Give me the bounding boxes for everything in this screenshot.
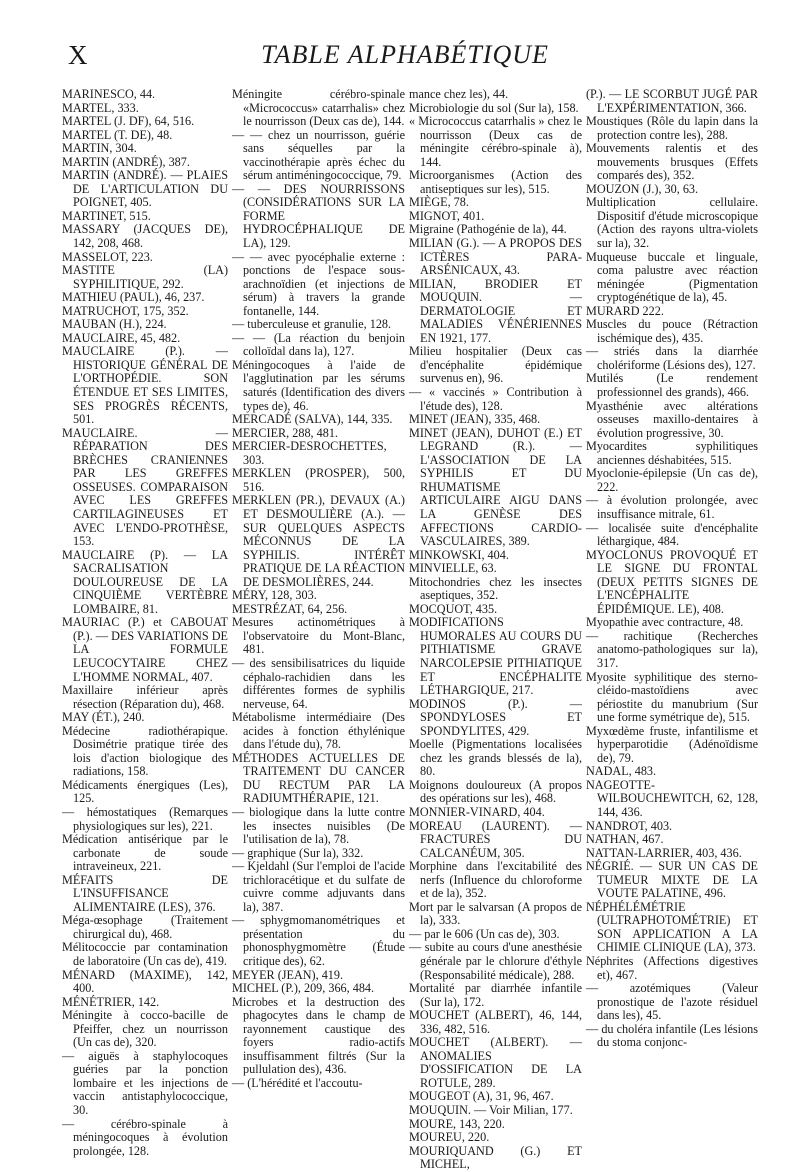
index-entry: MINET (JEAN), DUHOT (E.) ET LEGRAND (R.). — L'ASSOCIATION DE LA SYPHILIS ET DU RHUMATISME ARTICULAIRE AIGU DANS LA GENÈSE DES AFFECTIONS CARDIO-VASCULAIRES, 389. xyxy=(409,425,582,549)
index-entry: MICHEL (P.), 209, 366, 484. xyxy=(232,981,375,996)
running-title: TABLE ALPHABÉTIQUE xyxy=(261,40,549,69)
page-header xyxy=(60,40,750,80)
index-entry: Méningite à cocco-bacille de Pfeiffer, chez un nourrisson (Un cas de), 320. xyxy=(62,1008,228,1050)
index-entry: MOUREU, 220. xyxy=(409,1130,490,1145)
index-entry: Milieu hospitalier (Deux cas d'encéphalite épidémique survenus en), 96. xyxy=(409,344,582,386)
index-entry: Méga-œsophage (Traitement chirurgical du), 468. xyxy=(62,913,228,941)
index-entry: — biologique dans la lutte contre les insectes nuisibles (De l'utilisation de la), 78. xyxy=(232,804,405,847)
index-entry: MINVIELLE, 63. xyxy=(409,561,497,576)
index-entry: MEYER (JEAN), 419. xyxy=(232,967,344,982)
index-entry: MOUCHET (ALBERT), 46, 144, 336, 482, 516. xyxy=(409,1008,582,1036)
index-entry: Microorganismes (Action des antiseptiques sur les), 515. xyxy=(409,168,582,196)
index-entry: Mort par le salvarsan (A propos de la), 333. xyxy=(409,899,582,928)
index-entry: — aiguës à staphylocoques guéries par la ponction lombaire et les injections de vaccin antistaphylococcique, 30. xyxy=(62,1048,228,1118)
index-entry: MÉTHODES ACTUELLES DE TRAITEMENT DU CANCER DU RECTUM PAR LA RADIUMTHÉRAPIE, 121. xyxy=(232,750,405,806)
index-entry: MARTIN (ANDRÉ). — PLAIES DE L'ARTICULATION DU POIGNET, 405. xyxy=(62,168,228,210)
index-entry: Médication antisérique par le carbonate de soude intraveineux, 221. xyxy=(62,832,228,874)
index-entry: Multiplication cellulaire. Dispositif d'étude microscopique (Action des rayons ultra-violets sur la), 32. xyxy=(586,195,758,251)
index-entry: MARINESCO, 44. xyxy=(62,87,156,101)
index-entry: MARTEL (J. DF), 64, 516. xyxy=(62,114,195,129)
index-entry: NADAL, 483. xyxy=(586,764,657,779)
index-entry: — — DES NOURRISSONS (CONSIDÉRATIONS SUR LA FORME HYDROCÉPHALIQUE DE LA), 129. xyxy=(232,181,405,251)
index-entry: — cérébro-spinale à méningocoques à évolution prolongée, 128. xyxy=(62,1116,228,1158)
index-entry: MIGNOT, 401. xyxy=(409,208,485,223)
index-entry: MERCIER, 288, 481. xyxy=(232,425,338,440)
index-entry: — du choléra infantile (Les lésions du stoma conjonc- xyxy=(586,1021,758,1050)
index-entry: — — avec pyocéphalie externe : ponctions de l'espace sous-arachnoïdien (et injections de sérum) à travers la grande fontanelle, 144. xyxy=(232,249,405,318)
index-entry: « Micrococcus catarrhalis » chez le nourrisson (Deux cas de méningite cérébro-spinale à), 144. xyxy=(409,114,582,169)
index-entry: MÉFAITS DE L'INSUFFISANCE ALIMENTAIRE (LES), 376. xyxy=(62,872,228,914)
index-entry: MOURIQUAND (G.) ET MICHEL, xyxy=(409,1143,582,1172)
index-entry: Morphine dans l'excitabilité des nerfs (Influence du chloroforme et de la), 352. xyxy=(409,859,582,901)
index-columns xyxy=(62,87,758,1172)
index-entry: — des sensibilisatrices du liquide céphalo-rachidien dans les différentes formes de syphilis nerveuse, 64. xyxy=(232,655,405,711)
index-column-1 xyxy=(62,88,228,1172)
index-entry: Médecine radiothérapique. Dosimétrie pratique tirée des lois d'action biologique des radiations, 158. xyxy=(62,723,228,779)
index-entry: MÉRY, 128, 303. xyxy=(232,588,317,603)
index-entry: MINKOWSKI, 404. xyxy=(409,547,509,562)
index-entry: — azotémiques (Valeur pronostique de l'azote résiduel dans les), 45. xyxy=(586,981,758,1023)
index-entry: MARTINET, 515. xyxy=(62,208,151,223)
index-entry: NÉGRIÉ. — SUR UN CAS DE TUMEUR MIXTE DE LA VOUTE PALATINE, 496. xyxy=(586,859,758,901)
index-entry: Myoclonie-épilepsie (Un cas de), 222. xyxy=(586,466,758,494)
index-entry: NATTAN-LARRIER, 403, 436. xyxy=(586,845,742,860)
index-entry: — sphygmomanométriques et présentation du phonosphygmomètre (Étude critique des), 62. xyxy=(232,913,405,968)
index-entry: — à évolution prolongée, avec insuffisance mitrale, 61. xyxy=(586,493,758,521)
index-entry: MODIFICATIONS HUMORALES AU COURS DU PITHIATISME GRAVE NARCOLEPSIE PITHIATIQUE ET ENCÉPHALITE LÉTHARGIQUE, 217. xyxy=(409,615,582,698)
index-entry: MÉNÉTRIER, 142. xyxy=(62,994,160,1009)
index-column-3 xyxy=(409,88,582,1172)
index-entry: Méningite cérébro-spinale «Micrococcus» catarrhalis» chez le nourrisson (Deux cas de), 144. xyxy=(232,87,405,129)
index-entry: Migraine (Pathogénie de la), 44. xyxy=(409,222,567,237)
index-entry: MASSARY (JACQUES DE), 142, 208, 468. xyxy=(62,222,228,251)
index-entry: NATHAN, 467. xyxy=(586,832,664,847)
index-entry: MOREAU (LAURENT). — FRACTURES DU CALCANÉUM, 305. xyxy=(409,818,582,860)
index-entry: Moelle (Pigmentations localisées chez les grands blessés de la), 80. xyxy=(409,737,582,779)
index-entry: MAUCLAIRE. — RÉPARATION DES BRÈCHES CRANIENNES PAR LES GREFFES OSSEUSES. COMPARAISON AVEC LES GREFFES CARTILAGINEUSES ET AVEC L'ENDO-PROTHÈSE, 153. xyxy=(62,425,228,549)
index-entry: MOUZON (J.), 30, 63. xyxy=(586,181,699,196)
index-entry: MOURE, 143, 220. xyxy=(409,1116,505,1131)
index-entry: Myosite syphilitique des sterno-cléido-mastoïdiens avec périostite du manubrium (Sur une forme symétrique de), 515. xyxy=(586,669,758,725)
index-entry: Mitochondries chez les insectes aseptiques, 352. xyxy=(409,574,582,603)
index-entry: MYOCLONUS PROVOQUÉ ET LE SIGNE DU FRONTAL (DEUX PETITS SIGNES DE L'ENCÉPHALITE ÉPIDÉMIQUE. LE), 408. xyxy=(586,547,758,616)
index-entry: Mesures actinométriques à l'observatoire du Mont-Blanc, 481. xyxy=(232,615,405,657)
index-entry: — Kjeldahl (Sur l'emploi de l'acide trichloracétique et du sulfate de cuivre comme adjuvants dans la), 387. xyxy=(232,859,405,914)
index-entry: MERCIER-DESROCHETTES, 303. xyxy=(232,439,387,467)
index-entry: MARTIN (ANDRÉ), 387. xyxy=(62,154,190,169)
index-entry: MOUGEOT (A), 31, 96, 467. xyxy=(409,1089,554,1104)
index-column-4 xyxy=(586,88,758,1172)
index-entry: — subite au cours d'une anesthésie générale par le chlorure d'éthyle (Responsabilité médicale), 288. xyxy=(409,940,582,982)
index-entry: — striés dans la diarrhée cholériforme (Lésions des), 127. xyxy=(586,344,758,372)
index-entry: MÉNARD (MAXIME), 142, 400. xyxy=(62,967,228,996)
index-entry: — « vaccinés » Contribution à l'étude des), 128. xyxy=(409,385,582,413)
index-entry: MAUCLAIRE (P.). — HISTORIQUE GÉNÉRAL DE L'ORTHOPÉDIE. SON ÉTENDUE ET SES LIMITES, SES PROGRÈS RÉCENTS, 501. xyxy=(62,344,228,427)
index-entry: MOUCHET (ALBERT). — ANOMALIES D'OSSIFICATION DE LA ROTULE, 289. xyxy=(409,1035,582,1090)
index-entry: NÉPHÉLÉMÉTRIE (ULTRAPHOTOMÉTRIE) ET SON APPLICATION A LA CHIMIE CLINIQUE (LA), 373. xyxy=(586,899,758,955)
index-entry: Métabolisme intermédiaire (Des acides à fonction éthylénique dans l'étude du), 78. xyxy=(232,710,405,752)
index-entry: Microbes et la destruction des phagocytes dans le champ de rayonnement caustique des foyers radio-actifs insuffisamment filtrés (Sur la pullulation des), 436. xyxy=(232,994,405,1077)
index-entry: MASSELOT, 223. xyxy=(62,249,153,264)
index-entry: Moustiques (Rôle du lapin dans la protection contre les), 288. xyxy=(586,114,758,142)
index-entry: Myocardites syphilitiques anciennes déshabitées, 515. xyxy=(586,439,758,467)
index-entry: MAURIAC (P.) et CABOUAT (P.). — DES VARIATIONS DE LA FORMULE LEUCOCYTAIRE CHEZ L'HOMME NORMAL, 407. xyxy=(62,615,228,684)
index-entry: MERCADÉ (SALVA), 144, 335. xyxy=(232,412,393,427)
index-entry: Mélitococcie par contamination de laboratoire (Un cas de), 419. xyxy=(62,940,228,968)
index-entry: MONNIER-VINARD, 404. xyxy=(409,804,545,819)
index-entry: Myasthénie avec altérations osseuses maxillo-dentaires à évolution progressive, 30. xyxy=(586,398,758,440)
index-entry: MARTEL (T. DE), 48. xyxy=(62,127,173,142)
index-entry: Mutilés (Le rendement professionnel des grands), 466. xyxy=(586,371,758,400)
index-entry: MERKLEN (PR.), DEVAUX (A.) ET DESMOULIÈRE (A.). — SUR QUELQUES ASPECTS MÉCONNUS DE LA SYPHILIS. INTÉRÊT PRATIQUE DE LA RÉACTION DE DESMOLIÈRES, 244. xyxy=(232,493,405,589)
index-entry: Mortalité par diarrhée infantile (Sur la), 172. xyxy=(409,981,582,1009)
index-column-2 xyxy=(232,88,405,1172)
index-entry: (P.). — LE SCORBUT JUGÉ PAR L'EXPÉRIMENTATION, 366. xyxy=(586,87,758,115)
index-entry: MIÈGE, 78. xyxy=(409,195,469,210)
index-entry: — tuberculeuse et granulie, 128. xyxy=(232,317,392,332)
index-entry: MATRUCHOT, 175, 352. xyxy=(62,303,189,318)
index-entry: MOCQUOT, 435. xyxy=(409,601,498,616)
index-entry: Muscles du pouce (Rétraction ischémique des), 435. xyxy=(586,317,758,345)
index-entry: MILIAN (G.). — A PROPOS DES ICTÈRES PARA-ARSÉNICAUX, 43. xyxy=(409,236,582,278)
index-entry: — (L'hérédité et l'accoutu- xyxy=(232,1075,363,1090)
index-entry: NAGEOTTE-WILBOUCHEWITCH, 62, 128, 144, 436. xyxy=(586,777,758,819)
index-entry: MESTRÉZAT, 64, 256. xyxy=(232,601,348,616)
index-entry: — — chez un nourrisson, guérie sans séquelles par la vaccinothérapie après échec du sérum antiméningococcique, 79. xyxy=(232,127,405,183)
index-entry: — par le 606 (Un cas de), 303. xyxy=(409,926,560,941)
index-entry: — — (La réaction du benjoin colloïdal dans la), 127. xyxy=(232,330,405,359)
index-entry: — localisée suite d'encéphalite léthargique, 484. xyxy=(586,520,758,549)
index-entry: Muqueuse buccale et linguale, coma palustre avec réaction méningée (Pigmentation cryptogénétique de la), 45. xyxy=(586,249,758,305)
index-entry: — hémostatiques (Remarques physiologiques sur les), 221. xyxy=(62,804,228,833)
index-entry: MAUCLAIRE (P). — LA SACRALISATION DOULOUREUSE DE LA CINQUIÈME VERTÈBRE LOMBAIRE, 81. xyxy=(62,547,228,616)
index-entry: MERKLEN (PROSPER), 500, 516. xyxy=(232,466,405,494)
index-entry: MAUBAN (H.), 224. xyxy=(62,317,167,332)
index-entry: Microbiologie du sol (Sur la), 158. xyxy=(409,100,579,115)
index-entry: MILIAN, BRODIER ET MOUQUIN. — DERMATOLOGIE ET MALADIES VÉNÉRIENNES EN 1921, 177. xyxy=(409,276,582,345)
index-entry: MOUQUIN. — Voir Milian, 177. xyxy=(409,1103,573,1118)
index-entry: MAY (ÉT.), 240. xyxy=(62,710,145,725)
index-entry: Myxœdème fruste, infantilisme et hyperparotidie (Adénoïdisme de), 79. xyxy=(586,723,758,765)
index-entry: — graphique (Sur la), 332. xyxy=(232,845,364,860)
index-entry: — rachitique (Recherches anatomo-pathologiques sur la), 317. xyxy=(586,628,758,670)
index-entry: MATHIEU (PAUL), 46, 237. xyxy=(62,290,205,305)
index-entry: MODINOS (P.). — SPONDYLOSES ET SPONDYLITES, 429. xyxy=(409,696,582,738)
index-entry: Néphrites (Affections digestives et), 467. xyxy=(586,954,758,982)
index-entry: Méningocoques à l'aide de l'agglutination par les sérums saturés (Identification des divers types de), 46. xyxy=(232,357,405,413)
index-entry: Moignons douloureux (A propos des opérations sur les), 468. xyxy=(409,777,582,806)
index-entry: MARTEL, 333. xyxy=(62,100,139,115)
index-entry: MAUCLAIRE, 45, 482. xyxy=(62,330,181,345)
index-entry: MURARD 222. xyxy=(586,303,664,318)
page-number: X xyxy=(68,40,89,70)
index-entry: Médicaments énergiques (Les), 125. xyxy=(62,777,228,806)
index-entry: NANDROT, 403. xyxy=(586,818,673,833)
index-entry: Myopathie avec contracture, 48. xyxy=(586,615,744,630)
index-entry: MARTIN, 304. xyxy=(62,141,137,156)
index-entry: mance chez les), 44. xyxy=(409,87,509,101)
index-entry: MINET (JEAN), 335, 468. xyxy=(409,412,541,427)
index-entry: Maxillaire inférieur après résection (Réparation du), 468. xyxy=(62,683,228,711)
index-entry: MASTITE (LA) SYPHILITIQUE, 292. xyxy=(62,263,228,291)
index-entry: Mouvements ralentis et des mouvements brusques (Effets comparés des), 352. xyxy=(586,141,758,183)
